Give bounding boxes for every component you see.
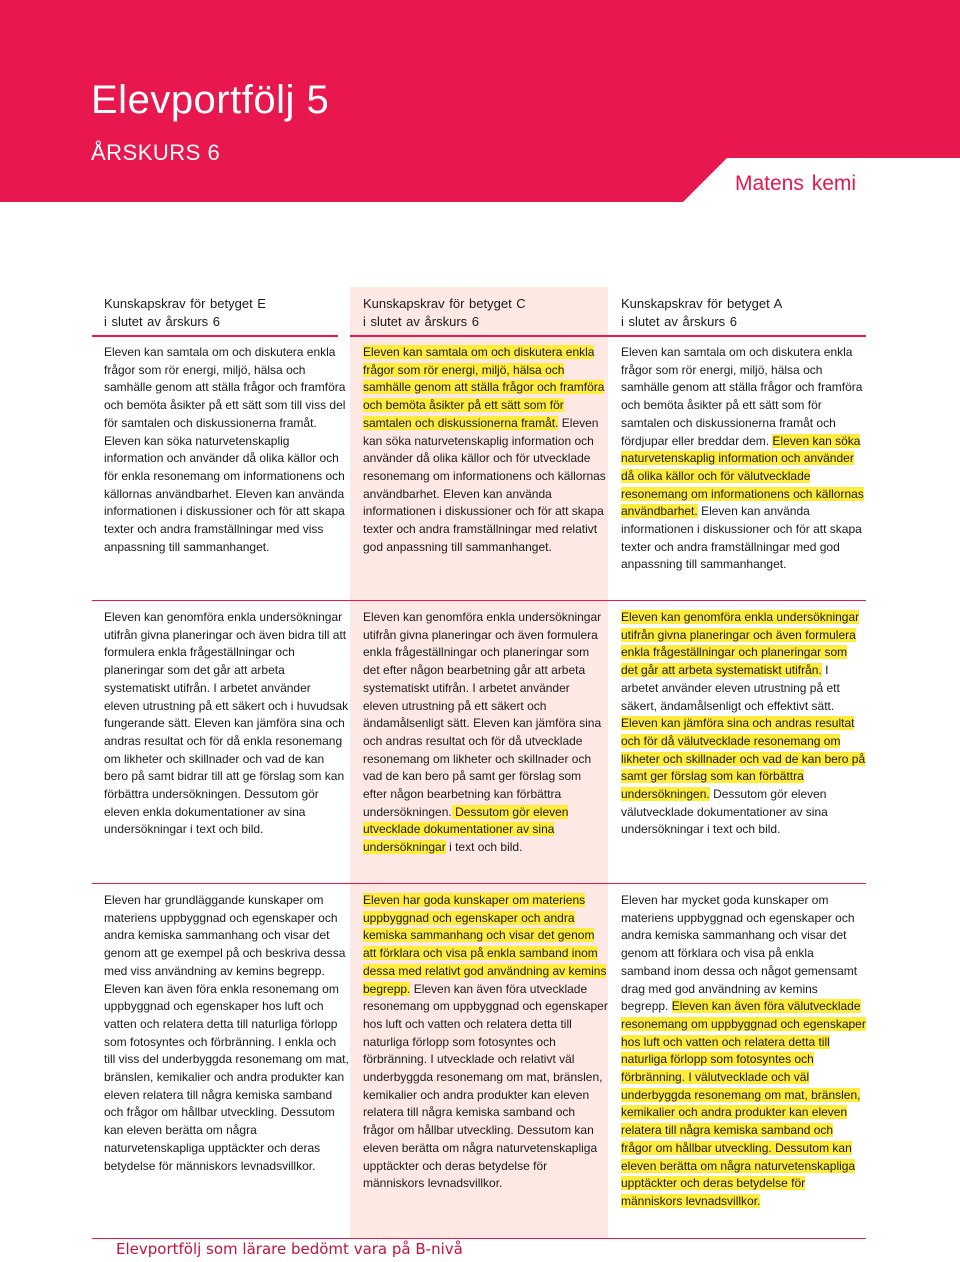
criteria-text: Dessutom gör eleven välutvecklade dokumentationer av sina undersökningar i text och bild. <box>621 787 828 837</box>
criteria-cell <box>104 344 349 556</box>
heading-divider <box>608 335 866 337</box>
heading-line: Kunskapskrav för betyget C <box>363 296 526 311</box>
criteria-cell <box>621 344 866 574</box>
criteria-text: I arbetet använder eleven utrustning på ett säkert, ändamålsenligt och effektivt sätt. <box>621 663 840 713</box>
column-e-heading <box>104 295 349 331</box>
criteria-cell <box>104 609 349 839</box>
footer-note: Elevportfölj som lärare bedömt vara på B-nivå <box>116 1240 463 1258</box>
criteria-cell <box>621 892 866 1211</box>
criteria-text: Eleven kan även föra utvecklade resonemang om uppbyggnad och egenskaper hos luft och vatten och relatera detta till naturliga förlopp som fotosyntes och förbränning. I utvecklade och relativt väl underbyggda resonemang om mat, bränslen, kemikalier och andra produkter kan eleven relatera till några kemiska samband och frågor om hållbar utveckling. Dessutom kan eleven berätta om några naturvetenskapliga upptäckter och deras betydelse för människors levnadsvillkor. <box>363 981 608 1191</box>
criteria-text: Eleven kan använda informationen i diskussioner och för att skapa texter och andra framställningar med god anpassning till sammanhanget. <box>621 504 862 572</box>
page-subtitle: ÅRSKURS 6 <box>91 140 221 165</box>
heading-divider <box>92 335 338 337</box>
subject-title: Matens kemi <box>735 172 857 195</box>
criteria-cell <box>363 609 608 857</box>
row-divider <box>92 883 866 884</box>
header-band <box>0 0 960 202</box>
column-heading <box>621 295 866 331</box>
column-c-heading <box>363 295 608 331</box>
highlighted-text: Dessutom gör eleven utvecklade dokumentationer av sina undersökningar <box>363 804 569 855</box>
footer-divider <box>92 1238 866 1239</box>
criteria-text: Eleven kan söka naturvetenskaplig information och använder då olika källor och för utvecklade resonemang om informationens och källornas användbarhet. Eleven kan använda informationen i diskussioner och för att skapa texter och andra framställningar med relativt god anpassning till sammanhanget. <box>363 415 606 554</box>
highlighted-text: Eleven kan samtala om och diskutera enkla frågor som rör energi, miljö, hälsa och samhälle genom att ställa frågor och framföra och bemöta åsikter på ett sätt som för samtalen och diskussionerna framåt. <box>363 345 605 430</box>
column-a-heading <box>621 295 866 331</box>
highlighted-text: Eleven kan jämföra sina och andras resultat och för då välutvecklade resonemang om likheter och skillnader och vad de kan bero på samt ger förslag som kan förbättra undersökningen. <box>621 716 866 802</box>
highlighted-text: Eleven har goda kunskaper om materiens uppbyggnad och egenskaper och andra kemiska sammanhang och visar det genom att förklara och visa på enkla samband inom dessa med relativt god användning av kemins begrepp. <box>363 893 607 996</box>
criteria-text: Eleven har mycket goda kunskaper om materiens uppbyggnad och egenskaper och andra kemiska sammanhang och visar det genom att förklara och visa på enkla samband inom dessa och något gemensamt drag med god användning av kemins begrepp. <box>621 893 858 1014</box>
criteria-text: Eleven kan samtala om och diskutera enkla frågor som rör energi, miljö, hälsa och samhälle genom att ställa frågor och framföra och bemöta åsikter på ett sätt som för samtalen och diskussionerna framåt och fördjupar eller breddar dem. <box>621 345 863 448</box>
highlighted-text: Eleven kan genomföra enkla undersökningar utifrån givna planeringar och även formulera enkla frågeställningar och planeringar som det går att arbeta systematiskt utifrån. <box>621 610 860 678</box>
highlighted-text: Eleven kan även föra välutvecklade resonemang om uppbyggnad och egenskaper hos luft och vatten och relatera detta till naturliga förlopp som fotosyntes och förbränning. I välutvecklade och väl underbyggda resonemang om mat, bränslen, kemikalier och andra produkter kan eleven relatera till några kemiska samband och frågor om hållbar utveckling. Dessutom kan eleven berätta om några naturvetenskapliga upptäckter och deras betydelse för människors levnadsvillkor. <box>621 999 866 1208</box>
column-heading <box>363 295 608 331</box>
criteria-cell <box>621 609 866 839</box>
heading-line: i slutet av årskurs 6 <box>363 314 479 329</box>
criteria-text: Eleven kan genomföra enkla undersökningar utifrån givna planeringar och även formulera enkla frågeställningar och planeringar som det efter någon bearbetning går att arbeta systematiskt utifrån. I arbetet använder eleven utrustning på ett säkert och ändamålsenligt sätt. Eleven kan jämföra sina och andras resultat och för då utvecklade resonemang om likheter och skillnader och vad de kan bero på samt ger förslag som efter någon bearbetning kan förbättra undersökningen. <box>363 610 602 819</box>
criteria-text: i text och bild. <box>445 840 523 855</box>
criteria-cell <box>104 892 349 1175</box>
criteria-text: Eleven har grundläggande kunskaper om materiens uppbyggnad och egenskaper och andra kemiska sammanhang och visar det genom att ge exempel på och beskriva dessa med viss användning av kemins begrepp. Eleven kan även föra enkla resonemang om uppbyggnad och egenskaper hos luft och vatten och relatera detta till naturliga förlopp som fotosyntes och förbränning. I enkla och till viss del underbyggda resonemang om mat, bränslen, kemikalier och andra produkter kan eleven relatera till några kemiska samband och frågor om hållbar utveckling. Dessutom kan eleven berätta om några naturvetenskapliga upptäckter och deras betydelse för människors levnadsvillkor. <box>104 893 349 1173</box>
column-heading <box>104 295 349 331</box>
highlighted-text: Eleven kan söka naturvetenskaplig information och använder då olika källor och för välutvecklade resonemang om informationens och källornas användbarhet. <box>621 433 864 519</box>
page-title: Elevportfölj 5 <box>91 78 330 122</box>
heading-line: Kunskapskrav för betyget E <box>104 296 266 311</box>
heading-line: Kunskapskrav för betyget A <box>621 296 783 311</box>
heading-divider <box>350 335 608 337</box>
criteria-text: Eleven kan samtala om och diskutera enkla frågor som rör energi, miljö, hälsa och samhälle genom att ställa frågor och framföra och bemöta åsikter på ett sätt som till viss del för samtalen och diskussionerna framåt. Eleven kan söka naturvetenskaplig information och använder då olika källor och för enkla resonemang om informationens och källornas användbarhet. Eleven kan använda informationen i diskussioner och för att skapa texter och andra framställningar med viss anpassning till sammanhanget. <box>104 345 346 554</box>
criteria-cell <box>363 344 608 556</box>
row-divider <box>92 600 866 601</box>
heading-line: i slutet av årskurs 6 <box>104 314 220 329</box>
criteria-cell <box>363 892 608 1193</box>
heading-line: i slutet av årskurs 6 <box>621 314 737 329</box>
criteria-text: Eleven kan genomföra enkla undersökningar utifrån givna planeringar och även bidra till att formulera enkla frågeställningar och planeringar som det går att arbeta systematiskt utifrån. I arbetet använder eleven utrustning på ett säkert och i huvudsak fungerande sätt. Eleven kan jämföra sina och andras resultat och för då enkla resonemang om likheter och skillnader och vad de kan bero på samt bidrar till att ge förslag som kan förbättra undersökningen. Dessutom gör eleven enkla dokumentationer av sina undersökningar i text och bild. <box>104 610 349 837</box>
